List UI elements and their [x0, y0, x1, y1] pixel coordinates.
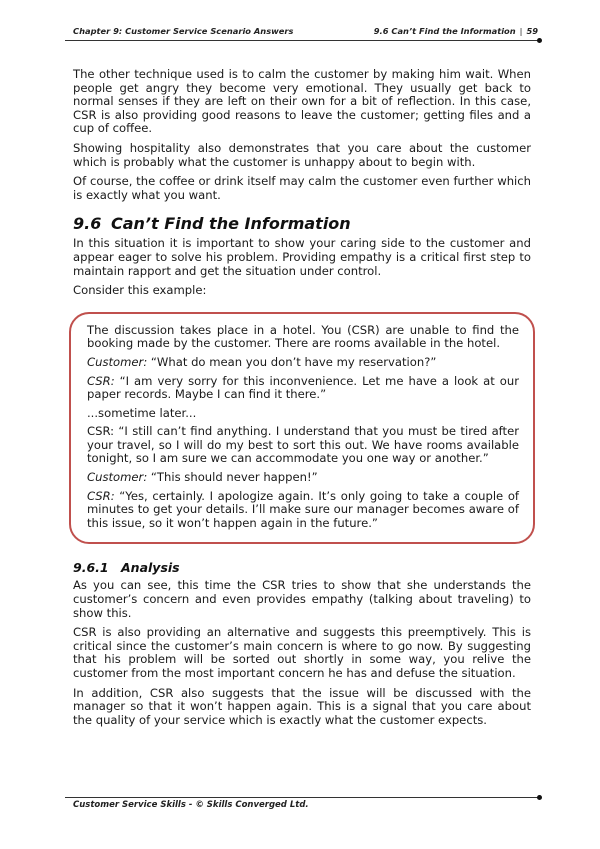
page-header — [73, 22, 538, 38]
dialogue-line — [87, 375, 519, 402]
example-dialogue-box — [69, 312, 535, 545]
dialogue-text: “I am very sorry for this inconvenience. Let me have a look at our paper records. Maybe I can find it there.” — [87, 373, 519, 402]
page-body — [73, 68, 531, 733]
footer-rule — [65, 797, 539, 798]
subsection-heading — [73, 560, 531, 575]
dialogue-text: “Yes, certainly. I apologize again. It’s only going to take a couple of minutes to get your details. I’ll make sure our manager becomes aware of this issue, so it won’t happen again in the future.” — [87, 488, 519, 530]
intro-paragraph: The other technique used is to calm the customer by making him wait. When people get angry they become very emotional. They usually get back to normal senses if they are left on their own for a bit of reflection. In this case, CSR is also providing good reasons to leave the customer; getting files and a cup of coffee. — [73, 67, 531, 136]
dialogue-text: “What do mean you don’t have my reservation?” — [147, 354, 437, 369]
speaker-label: Customer: — [87, 470, 148, 485]
analysis-paragraph: In addition, CSR also suggests that the issue will be discussed with the manager so that it won’t happen again. This is a signal that you care about the quality of your service which is exactly what the customer expects. — [73, 685, 531, 727]
section-heading — [73, 214, 531, 233]
example-scene: The discussion takes place in a hotel. You (CSR) are unable to find the booking made by the customer. There are rooms available in the hotel. — [87, 322, 519, 351]
dialogue-text: “This should never happen!” — [147, 470, 318, 485]
footer-text: Customer Service Skills - © Skills Converged Ltd. — [73, 800, 309, 810]
dialogue-line — [87, 490, 519, 531]
subsection-title: Analysis — [121, 560, 180, 576]
speaker-label: Customer: — [87, 354, 148, 369]
section-title: Can’t Find the Information — [111, 214, 351, 234]
dialogue-line — [87, 471, 519, 485]
header-rule-dot — [537, 38, 542, 43]
section-paragraph: Consider this example: — [73, 283, 207, 298]
header-section-title: 9.6 Can’t Find the Information — [373, 26, 516, 36]
page-number: 59 — [526, 26, 538, 36]
speaker-label: CSR: — [87, 488, 115, 503]
header-right — [374, 26, 538, 36]
section-number: 9.6 — [73, 214, 102, 234]
intro-paragraph: Showing hospitality also demonstrates that you care about the customer which is probably what the customer is unhappy about to begin with. — [73, 140, 531, 169]
chapter-title: Chapter 9: Customer Service Scenario Answers — [73, 26, 294, 36]
header-separator: | — [519, 26, 523, 36]
intro-paragraph: Of course, the coffee or drink itself may calm the customer even further which is exactly what you want. — [73, 174, 531, 202]
dialogue-line: CSR: “I still can’t find anything. I understand that you must be tired after your travel, so I will do my best to sort this out. We have rooms available tonight, so I am sure we can accommodate you one way or another.” — [87, 424, 519, 466]
dialogue-line — [87, 356, 519, 370]
speaker-label: CSR: — [87, 373, 115, 388]
time-skip: ...sometime later... — [87, 405, 197, 420]
footer-rule-dot — [537, 795, 542, 800]
subsection-number: 9.6.1 — [73, 560, 109, 576]
header-rule — [65, 40, 539, 41]
section-paragraph: In this situation it is important to show your caring side to the customer and appear eager to solve his problem. Providing empathy is a critical first step to maintain rapport and get the situation under control. — [73, 236, 531, 278]
analysis-paragraph: CSR is also providing an alternative and suggests this preemptively. This is critical since the customer’s main concern is where to go now. By suggesting that his problem will be sorted out shortly in some way, you relive the customer from the most important concern he has and defuse the situation. — [73, 625, 531, 680]
analysis-paragraph: As you can see, this time the CSR tries to show that she understands the customer’s concern and even provides empathy (talking about traveling) to show this. — [73, 578, 531, 620]
